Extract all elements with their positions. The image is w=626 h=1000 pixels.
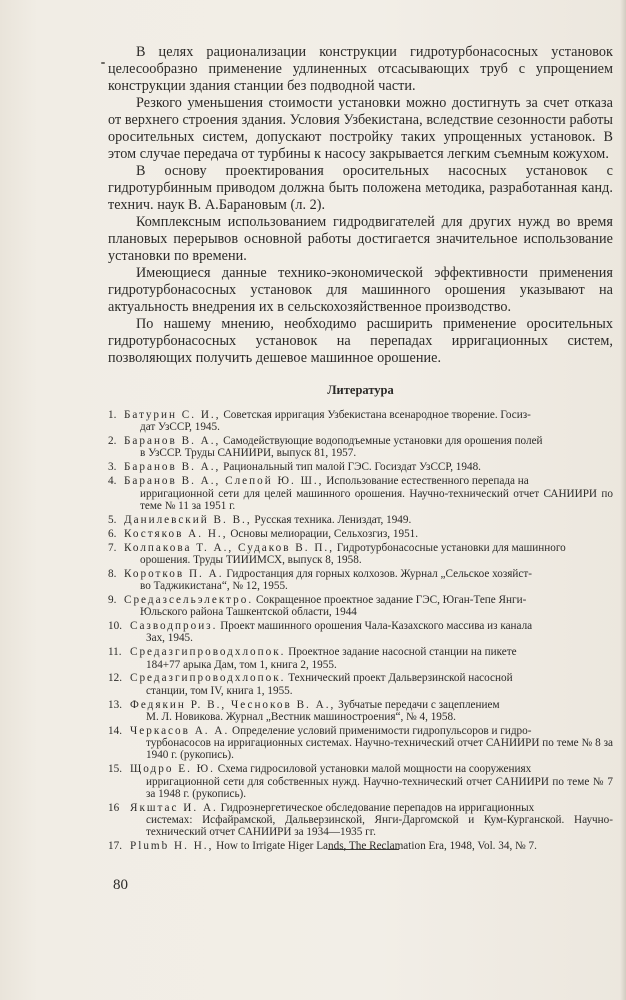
reference-author: Коротков П. А. xyxy=(124,567,224,580)
reference-author: Якштас И. А. xyxy=(130,801,218,814)
reference-continuation: турбонасосов на ирригационных системах. Научно-технический отчет САНИИРИ по теме № 8 за 1940 г. (рукопись). xyxy=(146,737,613,762)
reference-number: 10. xyxy=(108,620,122,633)
page-text xyxy=(108,44,613,854)
paragraph: Имеющиеся данные технико-экономической эффективности применения гидротурбонасосных установок для машинного орошения указывают на актуальность внедрения их в сельскохозяйственное производство. xyxy=(108,265,613,315)
reference-text xyxy=(122,475,613,512)
reference-text xyxy=(128,763,613,800)
reference-continuation: ирригационной сети для целей машинного орошения. Научно-технический отчет САНИИРИ по теме № 11 за 1951 г. xyxy=(140,487,613,512)
reference-item xyxy=(108,840,613,852)
reference-number: 5. xyxy=(108,513,117,526)
reference-title: Зубчатые передачи с зацеплением xyxy=(338,698,500,711)
reference-number: 8. xyxy=(108,567,117,580)
reference-continuation: в УзССР. Труды САНИИРИ, выпуск 81, 1957. xyxy=(140,447,357,460)
reference-continuation: Юльского района Ташкентской области, 1944 xyxy=(140,606,357,619)
reference-title: How to Irrigate Higer Lands, The Reclamation Era, 1948, Vol. 34, № 7. xyxy=(216,840,537,853)
reference-text xyxy=(128,802,613,839)
reference-title: Сокращенное проектное задание ГЭС, Юган-Тепе Янги- xyxy=(255,593,527,606)
reference-number: 1. xyxy=(108,409,117,421)
paragraph: По нашему мнению, необходимо расширить применение оросительных гидротурбонасосных установок на перепадах ирригационных систем, позволяющих получить дешевое машинное орошение. xyxy=(108,316,613,366)
reference-author: Сазводпроиз. xyxy=(130,620,218,633)
reference-text xyxy=(122,514,613,526)
reference-text xyxy=(128,646,613,671)
reference-title: Использование естественного перепада на xyxy=(326,475,529,488)
reference-item xyxy=(108,763,613,800)
reference-number: 17. xyxy=(108,840,122,853)
reference-title: Технический проект Дальверзинской насосной xyxy=(288,672,513,685)
reference-continuation: станции, том IV, книга 1, 1955. xyxy=(146,684,293,697)
reference-text xyxy=(128,699,613,724)
reference-author: Батурин С. И., xyxy=(124,409,221,421)
reference-author: Баранов В. А., xyxy=(124,461,221,474)
end-divider xyxy=(328,849,399,850)
reference-number: 14. xyxy=(108,724,122,737)
reference-item xyxy=(108,672,613,697)
reference-item xyxy=(108,594,613,619)
reference-item xyxy=(108,542,613,567)
reference-title: Основы мелиорации, Сельхозгиз, 1951. xyxy=(230,527,419,540)
reference-continuation: М. Л. Новикова. Журнал „Вестник машиностроения“, № 4, 1958. xyxy=(146,710,456,723)
reference-number: 6. xyxy=(108,527,117,540)
reference-number: 15. xyxy=(108,763,122,776)
paragraph: В основу проектирования оросительных насосных установок с гидротурбинным приводом должна быть положена методика, разработанная канд. технич. наук В. А.Барановым (л. 2). xyxy=(108,163,613,213)
reference-number: 12. xyxy=(108,672,122,685)
reference-author: Щодро Е. Ю. xyxy=(130,763,215,776)
paragraph: В целях рационализации конструкции гидротурбонасосных установок целесообразно применение удлиненных отсасывающих труб с упрощением конструкции здания станции без подводной части. xyxy=(108,44,613,94)
reference-title: Гидроэнергетическое обследование перепадов на ирригационных xyxy=(220,801,535,814)
reference-title: Определение условий применимости гидропульсоров и гидро- xyxy=(232,724,532,737)
reference-author: Костяков А. Н., xyxy=(124,527,228,540)
reference-item xyxy=(108,461,613,473)
reference-title: Самодействующие водоподъемные установки для орошения полей xyxy=(223,435,543,448)
reference-number: 16 xyxy=(108,801,120,814)
reference-continuation: Зах, 1945. xyxy=(146,632,193,645)
ink-smudge xyxy=(101,62,105,64)
reference-text xyxy=(122,409,613,434)
reference-author: Баранов В. А., xyxy=(124,435,221,448)
reference-author: Баранов В. А., Слепой Ю. Ш., xyxy=(124,475,324,488)
reference-item xyxy=(108,725,613,762)
reference-number: 4. xyxy=(108,475,117,488)
reference-author: Plumb H. H., xyxy=(130,840,214,853)
reference-author: Средазгипроводхлопок. xyxy=(130,672,286,685)
reference-text xyxy=(122,528,613,540)
reference-item xyxy=(108,475,613,512)
reference-text xyxy=(122,568,613,593)
reference-continuation: во Таджикистана“, № 12, 1955. xyxy=(140,580,288,593)
reference-title: Проектное задание насосной станции на пикете xyxy=(288,646,517,659)
reference-item xyxy=(108,528,613,540)
page-edge-shadow xyxy=(620,0,626,1000)
reference-item xyxy=(108,699,613,724)
reference-item xyxy=(108,435,613,460)
reference-author: Средазгипроводхлопок. xyxy=(130,646,286,659)
reference-number: 11. xyxy=(108,646,122,659)
reference-item xyxy=(108,802,613,839)
reference-text xyxy=(128,672,613,697)
references-list xyxy=(108,409,613,853)
paragraph: Комплексным использованием гидродвигателей для других нужд во время плановых перерывов основной работы достигается значительное использование установки по времени. xyxy=(108,214,613,264)
reference-item xyxy=(108,568,613,593)
reference-title: Гидротурбонасосные установки для машинного xyxy=(336,541,566,554)
reference-item xyxy=(108,514,613,526)
reference-text xyxy=(122,542,613,567)
reference-author: Данилевский В. В., xyxy=(124,513,252,526)
reference-text xyxy=(128,620,613,645)
reference-author: Черкасов А. А. xyxy=(130,724,230,737)
reference-number: 7. xyxy=(108,541,117,554)
reference-number: 13. xyxy=(108,698,122,711)
reference-text xyxy=(122,461,613,473)
reference-text xyxy=(128,840,613,852)
reference-author: Колпакова Т. А., Судаков В. П., xyxy=(124,541,335,554)
reference-title: Советская ирригация Узбекистана всенародное творение. Госиз- xyxy=(223,409,531,421)
page-number: 80 xyxy=(113,877,128,893)
reference-continuation: дат УзССР, 1945. xyxy=(140,421,220,434)
reference-item xyxy=(108,646,613,671)
reference-title: Русская техника. Лениздат, 1949. xyxy=(254,513,412,526)
reference-title: Проект машинного орошения Чала-Казахского массива из канала xyxy=(220,620,533,633)
reference-number: 3. xyxy=(108,461,117,474)
reference-item xyxy=(108,620,613,645)
reference-author: Средазсельэлектро. xyxy=(124,593,254,606)
reference-continuation: орошения. Труды ТИИИМСХ, выпуск 8, 1958. xyxy=(140,553,362,566)
reference-item xyxy=(108,409,613,434)
reference-title: Схема гидросиловой установки малой мощности на сооружениях xyxy=(217,763,532,776)
reference-text xyxy=(122,594,613,619)
reference-continuation: ирригационной сети для собственных нужд. Научно-технический отчет САНИИРИ по теме № 7 за 1948 г. (рукопись). xyxy=(146,775,613,800)
reference-author: Федякин Р. В., Чесноков В. А., xyxy=(130,698,336,711)
literature-heading: Литература xyxy=(327,383,394,397)
reference-continuation: 184+77 арыка Дам, том 1, книга 2, 1955. xyxy=(146,658,337,671)
reference-number: 9. xyxy=(108,593,117,606)
paragraph: Резкого уменьшения стоимости установки можно достигнуть за счет отказа от верхнего строения здания. Условия Узбекистана, вследствие сезонности работы оросительных систем, допускают постройку таких упрощенных установок. В этом случае передача от турбины к насосу закрывается легким съемным кожухом. xyxy=(108,95,613,162)
reference-title: Гидростанция для горных колхозов. Журнал „Сельское хозяйст- xyxy=(226,567,532,580)
reference-title: Рациональный тип малой ГЭС. Госиздат УзССР, 1948. xyxy=(223,461,481,474)
reference-text xyxy=(128,725,613,762)
reference-continuation: системах: Исфайрамской, Дальверзинской, Янги-Даргомской и Кум-Курганской. Научно-технический отчет САНИИРИ за 1934—1935 гг. xyxy=(146,814,613,839)
reference-text xyxy=(122,435,613,460)
reference-number: 2. xyxy=(108,435,117,448)
